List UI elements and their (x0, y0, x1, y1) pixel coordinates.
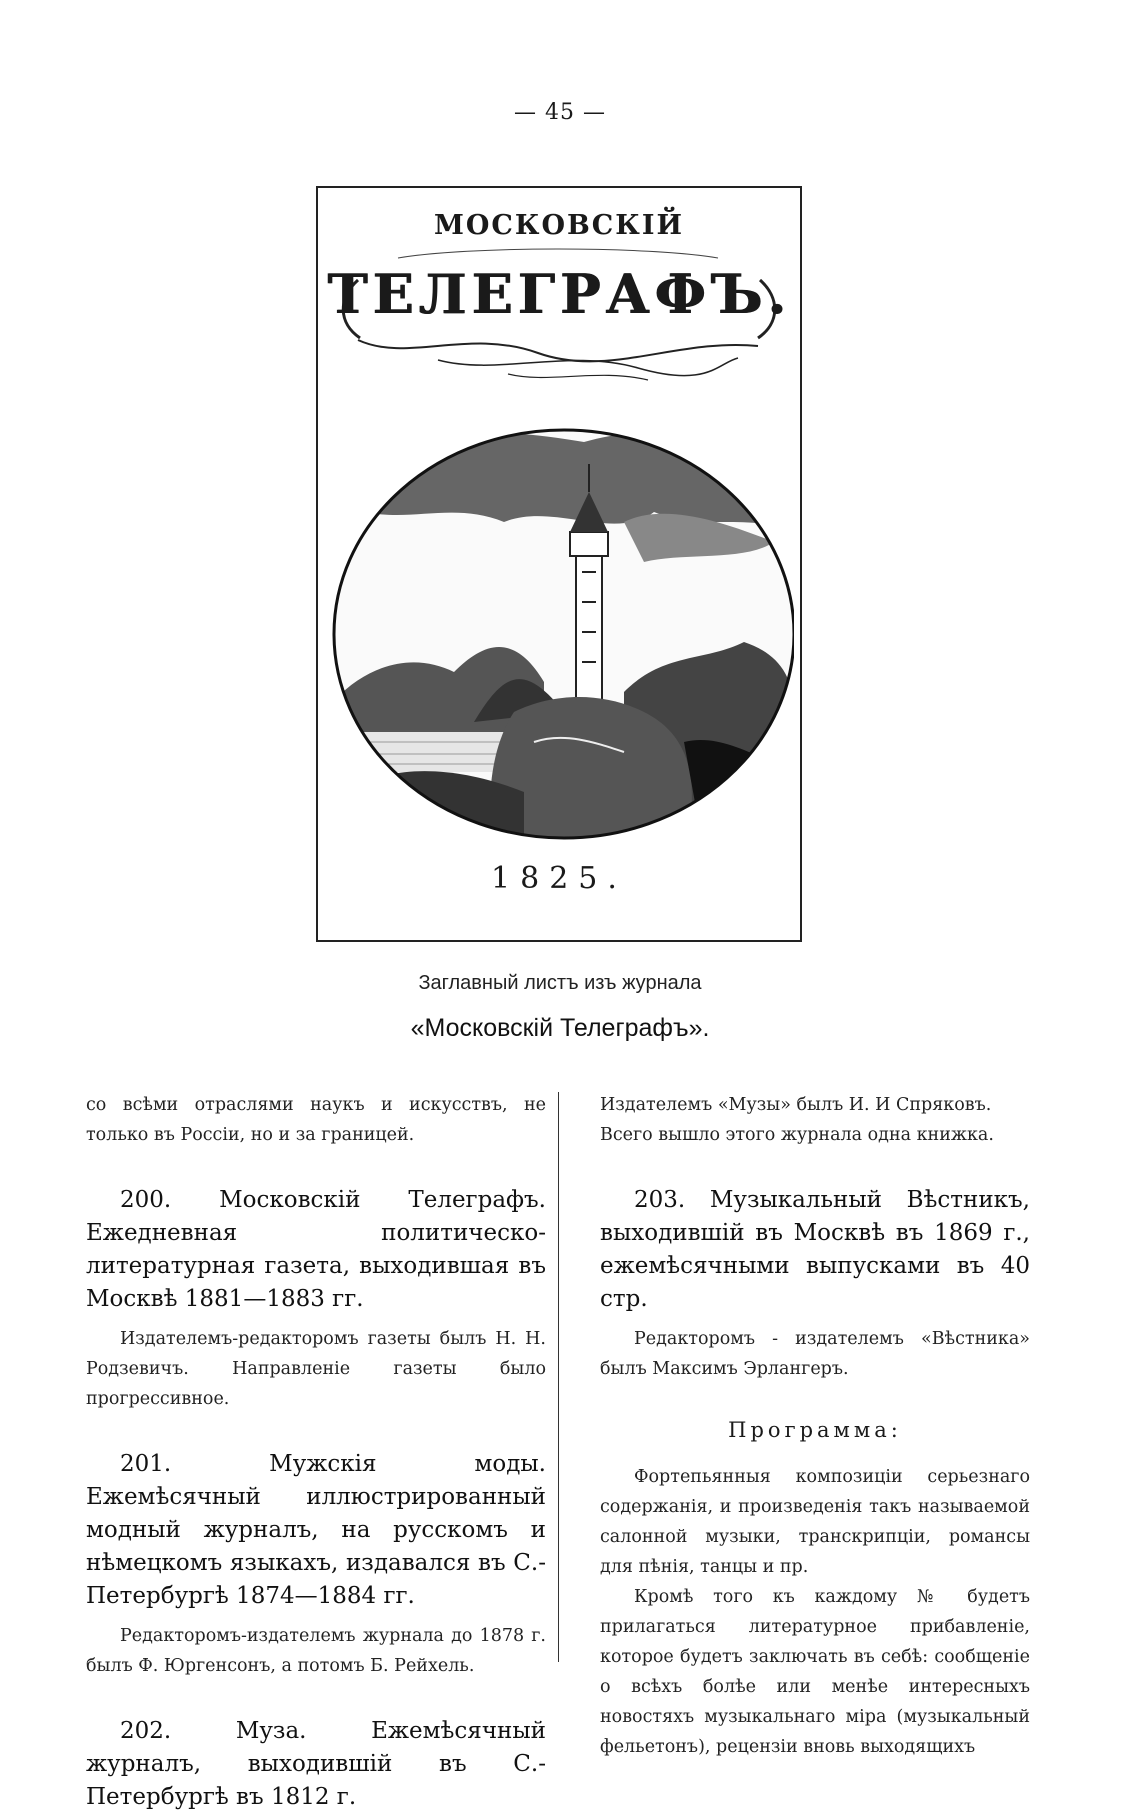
entry-200-title: 200. Московскій Телеграфъ. Ежедневная политическо-литературная газета, выходившая въ Москвѣ 1881—1883 гг. (86, 1187, 546, 1312)
landscape-engraving (324, 412, 794, 852)
column-divider (558, 1092, 559, 1662)
caption-line-2: «Московскій Телеграфъ». (410, 1014, 710, 1042)
program-text-1: Фортепьянныя композиціи серьезнаго содержанія, и произведенія такъ называемой салонной музыки, транскрипціи, романсы для пѣнія, танцы и пр. (600, 1467, 1030, 1577)
plate-subtitle: МОСКОВСКІЙ (434, 210, 684, 241)
program-heading: Программа: (728, 1418, 902, 1442)
caption-line-1: Заглавный листъ изъ журнала (418, 972, 702, 994)
program-text-2: Кромѣ того къ каждому № будетъ прилагаться литературное прибавленіе, которое будетъ заключать въ себѣ: сообщеніе о всѣхъ болѣе или менѣе интересныхъ новостяхъ музыкальнаго міра (музыкальный фельетонъ), рецензіи вновь выходящихъ (600, 1587, 1030, 1757)
title-page-illustration (316, 186, 802, 942)
entry-202-note-1: Издателемъ «Музы» былъ И. И Спряковъ. (600, 1095, 992, 1115)
entry-200-note: Издателемъ-редакторомъ газеты былъ Н. Н. Родзевичъ. Направленіе газеты было прогрессивное. (86, 1329, 546, 1409)
entry-202-title: 202. Муза. Ежемѣсячный журналъ, выходившій въ С.-Петербургѣ въ 1812 г. (86, 1718, 546, 1810)
entry-203-title: 203. Музыкальный Вѣстникъ, выходившій въ Москвѣ въ 1869 г., ежемѣсячными выпусками въ 40 стр. (600, 1187, 1030, 1312)
plate-year: 1825. (491, 861, 627, 896)
entry-202-note-2: Всего вышло этого журнала одна книжка. (600, 1125, 994, 1145)
right-column (600, 1090, 1030, 1762)
entry-203-note: Редакторомъ - издателемъ «Вѣстника» былъ Максимъ Эрлангеръ. (600, 1329, 1030, 1379)
page-number: — 45 — (514, 100, 606, 125)
continued-text: со всѣми отраслями наукъ и искусствъ, не только въ Россіи, но и за границей. (86, 1095, 546, 1145)
left-column (86, 1090, 546, 1814)
plate-title: ТЕЛЕГРАФЪ. (327, 262, 791, 326)
entry-201-title: 201. Мужскія моды. Ежемѣсячный иллюстрированный модный журналъ, на русскомъ и нѣмецкомъ языкахъ, издавался въ С.-Петербургѣ 1874—1884 гг. (86, 1451, 546, 1609)
entry-201-note: Редакторомъ-издателемъ журнала до 1878 г. былъ Ф. Юргенсонъ, а потомъ Б. Рейхель. (86, 1626, 546, 1676)
